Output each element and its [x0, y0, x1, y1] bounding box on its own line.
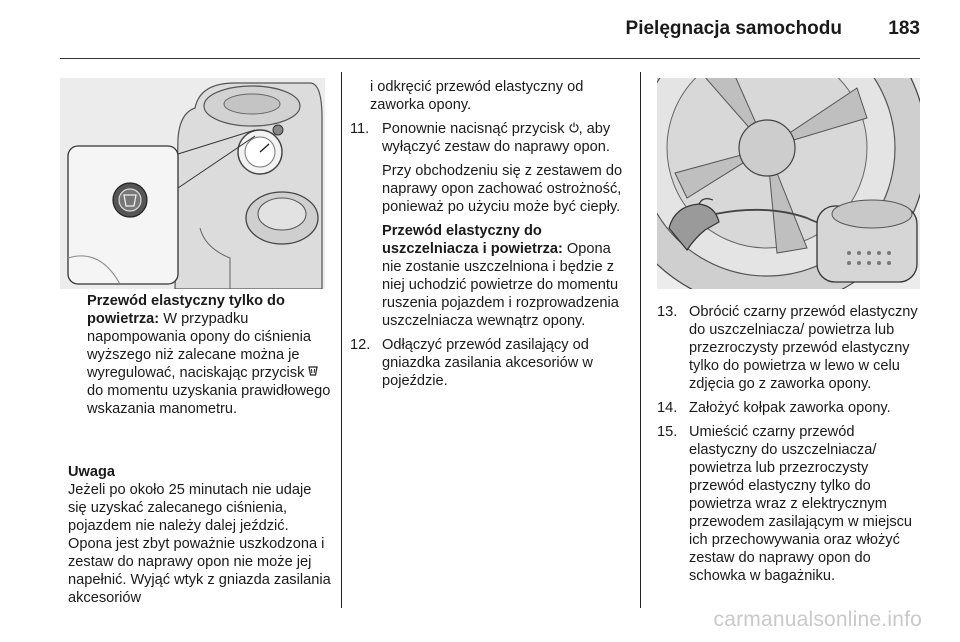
step-14 — [657, 399, 923, 417]
step-number: 14. — [657, 400, 678, 416]
step-13-text: Obrócić czarny przewód elastyczny do uszczelniacza/ powietrza lub przezroczysty przewód elastyczny tylko do powietrza w lewo w celu zdjęcia go z zaworka opony. — [689, 304, 918, 392]
power-icon — [569, 121, 579, 137]
note-body: Jeżeli po około 25 minutach nie udaje się uzyskać zalecanego ciśnienia, pojazdem nie należy dalej jeździć. Opona jest zbyt poważnie uszkodzona i zestaw do naprawy opon nie może jej napełnić. Wyjąć wtyk z gniazda zasilania akcesoriów — [68, 482, 331, 606]
tip-tail: do momentu uzyskania prawidłowego wskazania manometru. — [87, 383, 331, 417]
note-title: Uwaga — [68, 464, 116, 480]
step-number: 15. — [657, 424, 678, 440]
tip-title: Przewód elastyczny tylko do powietrza: — [87, 293, 285, 327]
step-11-hose-note — [382, 222, 626, 330]
continued-text: i odkręcić przewód elastyczny od zaworka opony. — [370, 79, 584, 113]
compressor-illustration — [60, 78, 325, 289]
page-header — [60, 18, 920, 48]
column-2 — [350, 78, 626, 396]
header-divider — [60, 58, 920, 59]
step-11 — [350, 120, 626, 330]
watermark: carmanualsonline.info — [713, 608, 922, 631]
hose-note-title: Przewód elastyczny do uszczelniacza i powietrza: — [382, 223, 563, 257]
step-number: 11. — [350, 121, 370, 137]
section-title: Pielęgnacja samochodu — [625, 18, 842, 39]
step-11-post: , aby wyłączyć zestaw do naprawy opon. — [382, 121, 611, 155]
note-block — [68, 463, 332, 607]
step-number: 13. — [657, 304, 678, 320]
step-number: 12. — [350, 337, 371, 353]
deflate-icon — [308, 365, 318, 381]
column-divider-2 — [640, 72, 641, 608]
step-13 — [657, 303, 923, 393]
page-number: 183 — [888, 18, 920, 39]
column-3 — [657, 303, 923, 591]
step-12 — [350, 336, 626, 390]
column-divider-1 — [341, 72, 342, 608]
step-15 — [657, 423, 923, 585]
step-15-text: Umieścić czarny przewód elastyczny do uszczelniacza/ powietrza lub przezroczysty przewód elastyczny tylko do powietrza wraz z elektrycznym przewodem zasilającym w miejscu ich przechowywania oraz włożyć zestaw do naprawy opon do schowka w bagażniku. — [689, 424, 913, 584]
tip-paragraph — [87, 292, 332, 418]
tip-body: W przypadku napompowania opony do ciśnienia wyższego niż zalecane można je wyregulować, naciskając przycisk — [87, 311, 311, 381]
wheel-compressor-illustration — [657, 78, 920, 289]
step-11-text: Ponownie nacisnąć przycisk — [382, 121, 565, 137]
step-12-text: Odłączyć przewód zasilający od gniazdka zasilania akcesoriów w pojeździe. — [382, 337, 593, 389]
step-11-caution: Przy obchodzeniu się z zestawem do naprawy opon zachować ostrożność, ponieważ po użyciu może być ciepły. — [382, 163, 623, 215]
hose-note-body: Opona nie zostanie uszczelniona i będzie z niej uchodzić powietrze do momentu ruszenia pojazdem i rozprowadzenia uszczelniacza wewnątrz opony. — [382, 241, 619, 329]
step-14-text: Założyć kołpak zaworka opony. — [689, 400, 891, 416]
